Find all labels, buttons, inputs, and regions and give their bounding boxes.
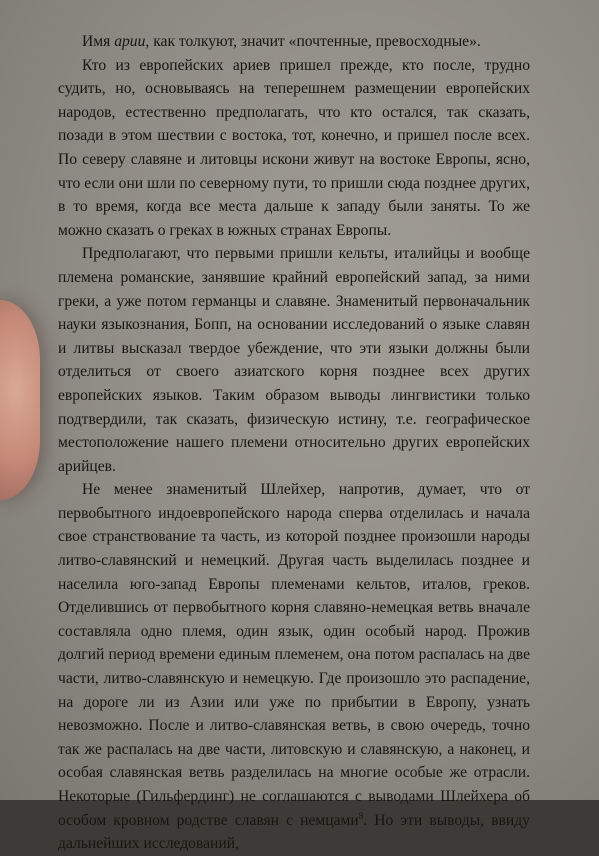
paragraph-1 <box>58 30 530 54</box>
footnote-marker: 8 <box>358 810 364 821</box>
paragraph-2: Кто из европейских ариев пришел прежде, кто после, трудно судить, но, основываясь на теперешнем размещении европейских народов, естественно предполагать, что кто остался, так сказать, позади в этом шествии с востока, тот, конечно, и пришел после всех. По северу славяне и литовцы искони живут на востоке Европы, ясно, что если они шли по северному пути, то пришли сюда позднее других, в то время, когда все места дальше к западу были заняты. То же можно сказать о греках в южных странах Европы. <box>58 56 530 239</box>
thumb-image <box>0 300 40 500</box>
page-text <box>58 30 530 856</box>
paragraph-1-suffix: , как толкуют, значит «почтенные, превосходные». <box>145 33 481 50</box>
paragraph-1-emphasis: арии <box>114 33 146 50</box>
paragraph-3: Предполагают, что первыми пришли кельты, италийцы и вообще племена романские, занявшие крайний европейский запад, за ними греки, а уже потом германцы и славяне. Знаменитый первоначальник науки языкознания, Бопп, на основании исследований о языке славян и литвы высказал твердое убеждение, что эти языки должны были отделиться от своего азиатского корня позднее всех других европейских языков. Таким образом выводы лингвистики только подтвердили, так сказать, физическую истину, т.е. географическое местоположение нашего племени относительно других европейских арийцев. <box>58 245 530 475</box>
paragraph-4-tail: . Но эти выводы, ввиду дальнейших исследований, <box>58 811 530 853</box>
paragraph-1-prefix: Имя <box>82 33 115 50</box>
paragraph-4 <box>58 478 530 856</box>
paragraph-4-text: Не менее знаменитый Шлейхер, напротив, думает, что от первобытного индоевропейского народа сперва отделилась и начала свое странствование та часть, из которой позднее произошли народы литво-славянский и немецкий. Другая часть выделилась позднее и населила юго-запад Европы племенами кельтов, италов, греков. Отделившись от первобытного корня славяно-немецкая ветвь вначале составляла одно племя, один язык, один особый народ. Прожив долгий период времени единым племенем, она потом распалась на две части, литво-славянскую и немецкую. Где произошло это распадение, на дороге ли из Азии или уже по прибытии в Европу, узнать невозможно. После и литво-славянская ветвь, в свою очередь, точно так же распалась на две части, литовскую и славянскую, а наконец, и особая славянская ветвь разделилась на многие особые же отрасли. Некоторые (Гильфердинг) не соглашаются с выводами Шлейхера об особом кровном родстве славян с немцами <box>58 481 530 829</box>
